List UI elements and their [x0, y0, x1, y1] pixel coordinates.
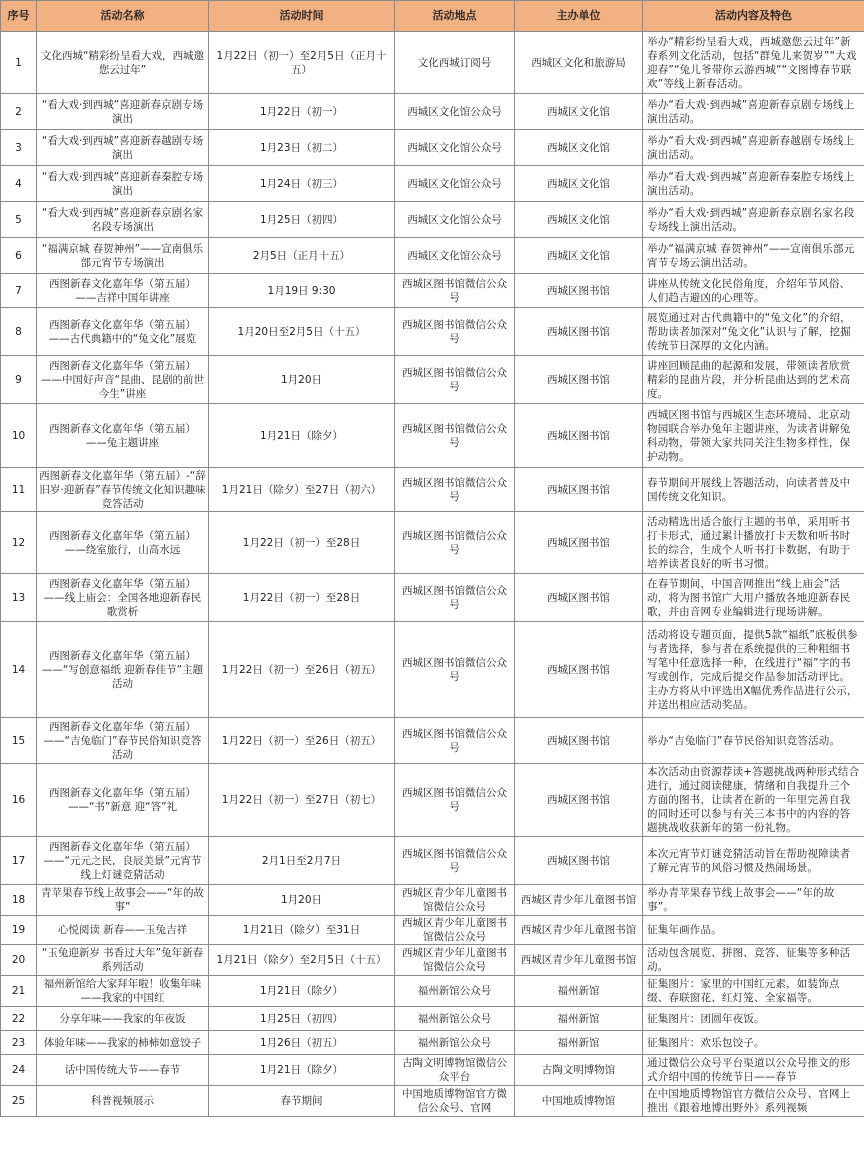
cell-no: 24: [1, 1055, 37, 1086]
table-row: [1, 274, 864, 308]
cell-content: 本次元宵节灯谜竞猜活动旨在帮助视障读者了解元宵节的风俗习惯及热闹场景。: [643, 837, 864, 885]
header-row: [1, 1, 864, 32]
cell-name: 西图新春文化嘉年华（第五届）——线上庙会：全国各地迎新春民歌赏析: [37, 574, 209, 622]
cell-no: 4: [1, 166, 37, 202]
cell-org: 西城区文化馆: [515, 238, 643, 274]
cell-place: 西城区图书馆微信公众号: [395, 404, 515, 468]
table-row: [1, 622, 864, 718]
cell-name: 福州新馆给大家拜年啦！收集年味——我家的中国红: [37, 976, 209, 1007]
cell-place: 文化西城订阅号: [395, 32, 515, 94]
cell-name: 西图新春文化嘉年华（第五届）——兔主题讲座: [37, 404, 209, 468]
cell-org: 西城区图书馆: [515, 837, 643, 885]
table-row: [1, 404, 864, 468]
cell-content: 本次活动由资源荐读+答题挑战两种形式结合进行，通过阅读健康，情绪和自我提升三个方面的图书，让读者在新的一年里完善自我的同时还可以参与有关三本书中的内容的答题挑战收获新年的第一份礼物。: [643, 764, 864, 837]
cell-place: 西城区图书馆微信公众号: [395, 356, 515, 404]
cell-org: 西城区青少年儿童图书馆: [515, 945, 643, 976]
cell-place: 西城区图书馆微信公众号: [395, 718, 515, 764]
cell-time: 1月21日（除夕）: [209, 1055, 395, 1086]
table-row: [1, 308, 864, 356]
cell-name: 话中国传统大节——春节: [37, 1055, 209, 1086]
table-row: [1, 1031, 864, 1055]
cell-time: 1月20日: [209, 885, 395, 916]
cell-no: 11: [1, 468, 37, 512]
cell-time: 1月25日（初四）: [209, 1007, 395, 1031]
table-row: [1, 1086, 864, 1117]
cell-content: 举办“看大戏·到西城”喜迎新春京剧名家名段专场线上演出活动。: [643, 202, 864, 238]
cell-org: 西城区图书馆: [515, 308, 643, 356]
cell-time: 1月19日 9:30: [209, 274, 395, 308]
cell-name: 青苹果春节线上故事会——“年的故事”: [37, 885, 209, 916]
cell-no: 9: [1, 356, 37, 404]
cell-no: 21: [1, 976, 37, 1007]
cell-place: 西城区图书馆微信公众号: [395, 574, 515, 622]
table-row: [1, 976, 864, 1007]
cell-org: 西城区青少年儿童图书馆: [515, 885, 643, 916]
cell-content: 活动精选出适合旅行主题的书单，采用听书打卡形式，通过累计播放打卡天数和听书时长的综合，生成个人听书打卡数据，有助于培养读者良好的听书习惯。: [643, 512, 864, 574]
cell-name: 科普视频展示: [37, 1086, 209, 1117]
cell-content: 在春节期间，中国音网推出“线上庙会”活动，将为图书馆广大用户播放各地迎新春民歌，并由音网专业编辑进行现场讲解。: [643, 574, 864, 622]
cell-no: 13: [1, 574, 37, 622]
cell-name: 文化西城“精彩纷呈看大戏，西城邀您云过年”: [37, 32, 209, 94]
cell-place: 中国地质博物馆官方微信公众号、官网: [395, 1086, 515, 1117]
table-row: [1, 238, 864, 274]
header-content: 活动内容及特色: [643, 1, 864, 32]
cell-no: 8: [1, 308, 37, 356]
cell-content: 讲座从传统文化民俗角度，介绍年节风俗、人们趋吉避凶的心理等。: [643, 274, 864, 308]
table-row: [1, 166, 864, 202]
cell-name: 西图新春文化嘉年华（第五届）——古代典籍中的“兔文化”展览: [37, 308, 209, 356]
cell-content: 举办“看大戏·到西城”喜迎新春秦腔专场线上演出活动。: [643, 166, 864, 202]
cell-time: 1月20日: [209, 356, 395, 404]
cell-place: 西城区图书馆微信公众号: [395, 274, 515, 308]
cell-content: 举办“看大戏·到西城”喜迎新春越剧专场线上演出活动。: [643, 130, 864, 166]
table-row: [1, 885, 864, 916]
cell-place: 西城区青少年儿童图书馆微信公众号: [395, 916, 515, 945]
cell-org: 西城区图书馆: [515, 468, 643, 512]
cell-time: 1月20日至2月5日（十五）: [209, 308, 395, 356]
cell-time: 1月22日（初一）至27日（初七）: [209, 764, 395, 837]
cell-no: 7: [1, 274, 37, 308]
cell-place: 古陶文明博物馆微信公众平台: [395, 1055, 515, 1086]
cell-place: 西城区青少年儿童图书馆微信公众号: [395, 945, 515, 976]
cell-place: 西城区青少年儿童图书馆微信公众号: [395, 885, 515, 916]
table-row: [1, 916, 864, 945]
cell-content: 举办“看大戏·到西城”喜迎新春京剧专场线上演出活动。: [643, 94, 864, 130]
cell-place: 西城区文化馆公众号: [395, 202, 515, 238]
table-row: [1, 574, 864, 622]
cell-no: 3: [1, 130, 37, 166]
cell-content: 展览通过对古代典籍中的“兔文化”的介绍，帮助读者加深对“兔文化”认识与了解，挖掘传统节日深厚的文化内涵。: [643, 308, 864, 356]
cell-no: 12: [1, 512, 37, 574]
table-row: [1, 356, 864, 404]
cell-content: 春节期间开展线上答题活动，向读者普及中国传统文化知识。: [643, 468, 864, 512]
cell-name: 分享年味——我家的年夜饭: [37, 1007, 209, 1031]
cell-no: 25: [1, 1086, 37, 1117]
cell-time: 1月23日（初二）: [209, 130, 395, 166]
cell-time: 1月22日（初一）至28日: [209, 574, 395, 622]
cell-content: 征集图片：欢乐包饺子。: [643, 1031, 864, 1055]
cell-place: 西城区图书馆微信公众号: [395, 837, 515, 885]
cell-time: 春节期间: [209, 1086, 395, 1117]
cell-place: 西城区图书馆微信公众号: [395, 622, 515, 718]
cell-org: 西城区图书馆: [515, 764, 643, 837]
cell-place: 西城区文化馆公众号: [395, 166, 515, 202]
cell-name: “玉兔迎新岁 书香过大年”兔年新春系列活动: [37, 945, 209, 976]
cell-name: “看大戏·到西城”喜迎新春京剧专场演出: [37, 94, 209, 130]
table-row: [1, 764, 864, 837]
cell-name: 心悦阅读 新春——玉兔吉祥: [37, 916, 209, 945]
cell-time: 1月21日（除夕）至2月5日（十五）: [209, 945, 395, 976]
cell-content: 举办“精彩纷呈看大戏，西城邀您云过年”新春系列文化活动，包括“群兔儿来贺岁”“大戏迎春”“兔儿爷带你云游西城”“文图博春节联欢”等线上新春活动。: [643, 32, 864, 94]
cell-no: 5: [1, 202, 37, 238]
cell-name: 西图新春文化嘉年华（第五届）——吉祥中国年讲座: [37, 274, 209, 308]
cell-org: 西城区图书馆: [515, 404, 643, 468]
cell-no: 23: [1, 1031, 37, 1055]
table-row: [1, 202, 864, 238]
cell-content: 举办青苹果春节线上故事会——“年的故事”。: [643, 885, 864, 916]
cell-time: 1月26日（初五）: [209, 1031, 395, 1055]
header-org: 主办单位: [515, 1, 643, 32]
cell-name: “看大戏·到西城”喜迎新春京剧名家名段专场演出: [37, 202, 209, 238]
cell-time: 1月24日（初三）: [209, 166, 395, 202]
cell-org: 福州新馆: [515, 1007, 643, 1031]
cell-no: 6: [1, 238, 37, 274]
table-row: [1, 32, 864, 94]
table-row: [1, 718, 864, 764]
cell-content: 活动将设专题页面，提供5款“福纸”底板供参与者选择，参与者在系统提供的三种粗细书写笔中任意选择一种，在线进行“福”字的书写或创作，完成后提交作品参加活动评比。主办方将从中评选出X幅优秀作品进行公示，并送出相应活动奖品。: [643, 622, 864, 718]
cell-no: 14: [1, 622, 37, 718]
header-time: 活动时间: [209, 1, 395, 32]
cell-no: 20: [1, 945, 37, 976]
cell-no: 17: [1, 837, 37, 885]
cell-content: 征集图片：家里的中国红元素，如装饰点缀、春联窗花、红灯笼、全家福等。: [643, 976, 864, 1007]
cell-org: 西城区文化和旅游局: [515, 32, 643, 94]
cell-place: 西城区图书馆微信公众号: [395, 764, 515, 837]
cell-place: 福州新馆公众号: [395, 976, 515, 1007]
cell-org: 西城区图书馆: [515, 274, 643, 308]
cell-name: 西图新春文化嘉年华（第五届）-“辞旧岁·迎新春”春节传统文化知识趣味竞答活动: [37, 468, 209, 512]
cell-org: 西城区图书馆: [515, 574, 643, 622]
cell-org: 西城区文化馆: [515, 166, 643, 202]
cell-content: 举办“福满京城 春贺神州”——宣南俱乐部元宵节专场云演出活动。: [643, 238, 864, 274]
cell-org: 西城区图书馆: [515, 622, 643, 718]
cell-no: 19: [1, 916, 37, 945]
cell-org: 中国地质博物馆: [515, 1086, 643, 1117]
table-row: [1, 468, 864, 512]
cell-place: 福州新馆公众号: [395, 1007, 515, 1031]
cell-content: 举办“吉兔临门”春节民俗知识竞答活动。: [643, 718, 864, 764]
cell-place: 西城区文化馆公众号: [395, 238, 515, 274]
cell-time: 1月22日（初一）至2月5日（正月十五）: [209, 32, 395, 94]
table-row: [1, 945, 864, 976]
cell-no: 2: [1, 94, 37, 130]
table-row: [1, 1055, 864, 1086]
cell-content: 活动包含展览、拼图、竞答、征集等多种活动。: [643, 945, 864, 976]
cell-place: 西城区文化馆公众号: [395, 130, 515, 166]
header-no: 序号: [1, 1, 37, 32]
cell-time: 1月25日（初四）: [209, 202, 395, 238]
cell-place: 西城区文化馆公众号: [395, 94, 515, 130]
cell-name: 西图新春文化嘉年华（第五届）——绕室旅行，山高水远: [37, 512, 209, 574]
cell-content: 征集年画作品。: [643, 916, 864, 945]
cell-org: 古陶文明博物馆: [515, 1055, 643, 1086]
cell-no: 18: [1, 885, 37, 916]
cell-time: 1月22日（初一）: [209, 94, 395, 130]
cell-content: 讲座回顾昆曲的起源和发展，带领读者欣赏精彩的昆曲片段，并分析昆曲达到的艺术高度。: [643, 356, 864, 404]
cell-no: 1: [1, 32, 37, 94]
cell-org: 西城区图书馆: [515, 356, 643, 404]
cell-time: 1月22日（初一）至26日（初五）: [209, 622, 395, 718]
cell-org: 福州新馆: [515, 1031, 643, 1055]
cell-content: 在中国地质博物馆官方微信公众号、官网上推出《跟着地博出野外》系列视频: [643, 1086, 864, 1117]
cell-place: 西城区图书馆微信公众号: [395, 468, 515, 512]
cell-name: “看大戏·到西城”喜迎新春秦腔专场演出: [37, 166, 209, 202]
cell-no: 10: [1, 404, 37, 468]
cell-time: 1月22日（初一）至26日（初五）: [209, 718, 395, 764]
table-row: [1, 512, 864, 574]
cell-time: 1月21日（除夕）至27日（初六）: [209, 468, 395, 512]
cell-time: 1月21日（除夕）: [209, 976, 395, 1007]
cell-content: 通过微信公众号平台渠道以公众号推文的形式介绍中国的传统节日——春节: [643, 1055, 864, 1086]
cell-place: 西城区图书馆微信公众号: [395, 308, 515, 356]
cell-place: 福州新馆公众号: [395, 1031, 515, 1055]
cell-content: 西城区图书馆与西城区生态环境局、北京动物园联合举办兔年主题讲座，为读者讲解兔科动物，带领大家共同关注生物多样性，保护动物。: [643, 404, 864, 468]
cell-no: 15: [1, 718, 37, 764]
cell-time: 1月21日（除夕）: [209, 404, 395, 468]
table-row: [1, 837, 864, 885]
cell-content: 征集图片：团圆年夜饭。: [643, 1007, 864, 1031]
table-row: [1, 1007, 864, 1031]
table-row: [1, 94, 864, 130]
cell-org: 西城区青少年儿童图书馆: [515, 916, 643, 945]
cell-org: 西城区图书馆: [515, 718, 643, 764]
cell-name: “福满京城 春贺神州”——宣南俱乐部元宵节专场演出: [37, 238, 209, 274]
cell-name: 西图新春文化嘉年华（第五届）——“吉兔临门”春节民俗知识竞答活动: [37, 718, 209, 764]
header-name: 活动名称: [37, 1, 209, 32]
header-place: 活动地点: [395, 1, 515, 32]
cell-org: 福州新馆: [515, 976, 643, 1007]
cell-name: “看大戏·到西城”喜迎新春越剧专场演出: [37, 130, 209, 166]
cell-name: 西图新春文化嘉年华（第五届）——“写创意福纸 迎新春佳节”主题活动: [37, 622, 209, 718]
cell-name: 体验年味——我家的柿柿如意饺子: [37, 1031, 209, 1055]
cell-org: 西城区图书馆: [515, 512, 643, 574]
cell-place: 西城区图书馆微信公众号: [395, 512, 515, 574]
cell-time: 2月1日至2月7日: [209, 837, 395, 885]
cell-org: 西城区文化馆: [515, 202, 643, 238]
cell-name: 西图新春文化嘉年华（第五届）——“书”新意 迎“答”礼: [37, 764, 209, 837]
cell-name: 西图新春文化嘉年华（第五届）——“元元之民，良辰美景”元宵节线上灯谜竞猜活动: [37, 837, 209, 885]
cell-time: 2月5日（正月十五）: [209, 238, 395, 274]
cell-org: 西城区文化馆: [515, 130, 643, 166]
cell-no: 16: [1, 764, 37, 837]
cell-no: 22: [1, 1007, 37, 1031]
cell-time: 1月21日（除夕）至31日: [209, 916, 395, 945]
cell-org: 西城区文化馆: [515, 94, 643, 130]
cell-time: 1月22日（初一）至28日: [209, 512, 395, 574]
table-row: [1, 130, 864, 166]
cell-name: 西图新春文化嘉年华（第五届）——中国好声音“昆曲、昆剧的前世今生”讲座: [37, 356, 209, 404]
